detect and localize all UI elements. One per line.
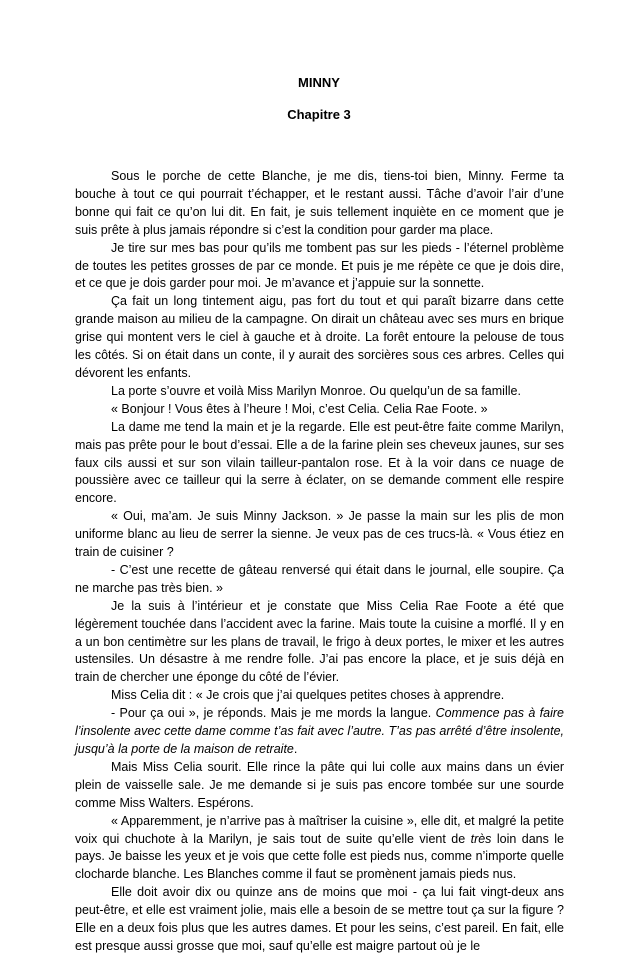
paragraph: La dame me tend la main et je la regarde. Elle est peut-être faite comme Marilyn, mais pas prête pour le bout d’essai. Elle a de la farine plein ses cheveux jaunes, sur ses faux cils aussi et sur son vilain tailleur-pantalon rose. Et à la voir dans ce nuage de poussière avec ce tailleur qui la serre à éclater, on se demande comment elle respire encore. [75,419,564,506]
paragraph: Je tire sur mes bas pour qu’ils me tombent pas sur les pieds - l’éternel problème de toutes les petites grosses de par ce monde. Et puis je me répète ce que je dois dire, et ce que je dois garder pour moi. Je m’avance et j’appuie sur la sonnette. [75,240,564,291]
paragraph: Je la suis à l’intérieur et je constate que Miss Celia Rae Foote a été que légèrement touchée dans l’accident avec la farine. Mais toute la cuisine a morflé. Il y en a un bon centimètre sur les plans de travail, le frigo à deux portes, le mixer et les autres ustensiles. Un désastre à me rendre folle. J’ai pas encore la place, et je suis déjà en train de chercher une éponge du côté de l’évier. [75,598,564,685]
paragraph: Mais Miss Celia sourit. Elle rince la pâte qui lui colle aux mains dans un évier plein de vaisselle sale. Je me demande si je suis pas encore tombée sur une sourde comme Miss Walters. Espérons. [75,759,564,810]
paragraph: « Oui, ma’am. Je suis Minny Jackson. » Je passe la main sur les plis de mon uniforme blanc au lieu de serrer la sienne. Je veux pas de ces trucs-là. « Vous étiez en train de cuisiner ? [75,509,564,560]
chapter-heading: Chapitre 3 [287,107,351,122]
italic-word: très [470,831,492,846]
paragraph-text: « Apparemment, je n’arrive pas à maîtriser la cuisine », elle dit, et malgré la petite voix qui chuchote à la Marilyn, je sais tout de suite qu’elle vient de [75,813,564,846]
paragraph: Ça fait un long tintement aigu, pas fort du tout et qui paraît bizarre dans cette grande maison au milieu de la campagne. On dirait un château avec ses murs en brique grise qui montent vers le ciel à gauche et à droite. La forêt entoure la pelouse de tous les côtés. Si on était dans un conte, il y aurait des sorcières sous ces arbres. Celles qui dévorent les enfants. [75,294,564,380]
paragraph-text: - Pour ça oui », je réponds. Mais je me mords la langue. [111,706,436,721]
paragraph-with-italics [75,705,564,759]
italic-aside: Commence pas à faire l’insolente avec cette dame comme t’as fait avec l’autre. T’as pas arrêté d’être insolente, jusqu’à la porte de la maison de retraite [75,706,564,756]
paragraph-text: loin dans le pays. Je baisse les yeux et je vois que cette folle est pieds nus, comme n’importe quelle clocharde blanche. Les Blanches comme il faut se promènent jamais pieds nus. [75,831,565,882]
paragraph: La porte s’ouvre et voilà Miss Marilyn Monroe. Ou quelqu’un de sa famille. [111,383,521,398]
paragraph: « Bonjour ! Vous êtes à l’heure ! Moi, c’est Celia. Celia Rae Foote. » [111,401,488,416]
paragraph: Elle doit avoir dix ou quinze ans de moins que moi - ça lui fait vingt-deux ans peut-être, et elle est vraiment jolie, mais elle a besoin de se mettre tout ça sur la figure ? Elle en a deux fois plus que les autres dames. Et pour les seins, c’est pareil. En fait, elle est presque aussi grosse que moi, sauf qu’elle est maigre partout où je le [75,885,564,953]
book-title: MINNY [298,75,340,90]
paragraph-with-italics [75,813,564,885]
chapter-body [75,168,564,956]
paragraph: - C’est une recette de gâteau renversé qui était dans le journal, elle soupire. Ça ne marche pas très bien. » [75,562,564,595]
paragraph: Miss Celia dit : « Je crois que j’ai quelques petites choses à apprendre. [111,688,505,703]
period: . [293,742,298,756]
paragraph: Sous le porche de cette Blanche, je me dis, tiens-toi bien, Minny. Ferme ta bouche à tout ce qui pourrait t’échapper, et le restant aussi. Tâche d’avoir l’air d’une bonne qui fait ce qu’on lui dit. En fait, je suis tellement inquiète en ce moment que je suis prête à plus jamais répondre si c’est la condition pour garder ma place. [75,169,564,237]
